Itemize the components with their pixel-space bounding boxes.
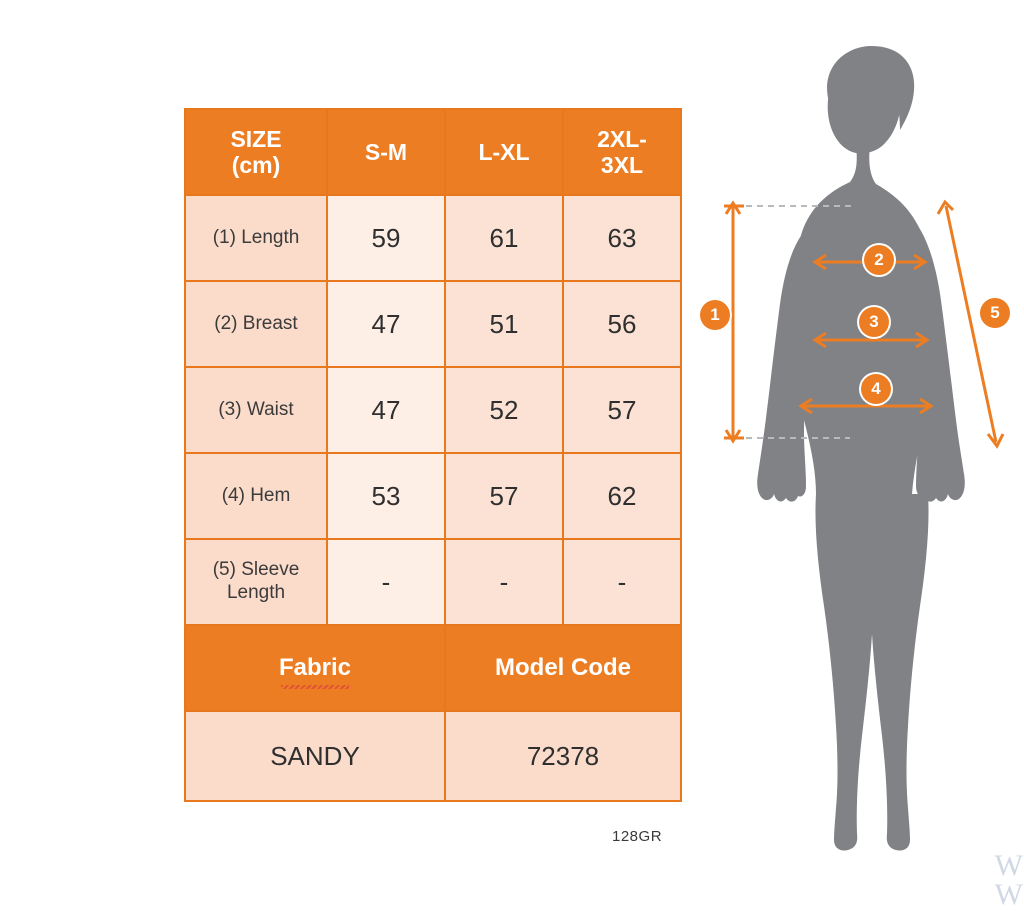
badge-3: 3	[859, 307, 889, 337]
watermark-line-2: W	[994, 877, 1024, 911]
table-row	[185, 367, 681, 453]
table-subheader-row	[185, 625, 681, 711]
female-silhouette-diagram	[700, 46, 1024, 866]
table-header	[185, 109, 681, 195]
model-code-header: Model Code	[445, 625, 681, 711]
fabric-header	[185, 625, 445, 711]
row-label-waist: (3) Waist	[185, 367, 327, 453]
cell-hem-lxl: 57	[445, 453, 563, 539]
cell-breast-lxl: 51	[445, 281, 563, 367]
size-header-line1: SIZE	[230, 125, 282, 152]
cell-breast-2xl3xl: 56	[563, 281, 681, 367]
cell-sleeve-2xl3xl: -	[563, 539, 681, 625]
xxl-header-line2: 3XL	[600, 152, 644, 178]
xxl-header-line1: 2XL-	[597, 125, 647, 152]
table-row	[185, 453, 681, 539]
cell-waist-lxl: 52	[445, 367, 563, 453]
table-row	[185, 711, 681, 801]
measurement-figure-panel	[700, 46, 1024, 866]
cell-breast-sm: 47	[327, 281, 445, 367]
row-label-breast: (2) Breast	[185, 281, 327, 367]
row-label-length: (1) Length	[185, 195, 327, 281]
size-chart-table	[184, 108, 682, 802]
model-code-value: 72378	[445, 711, 681, 801]
column-header-2xl3xl	[563, 109, 681, 195]
badge-1: 1	[700, 300, 730, 330]
cell-hem-2xl3xl: 62	[563, 453, 681, 539]
table-row	[185, 539, 681, 625]
badge-2: 2	[864, 245, 894, 275]
cell-waist-2xl3xl: 57	[563, 367, 681, 453]
column-header-sm: S-M	[327, 109, 445, 195]
table-row	[185, 281, 681, 367]
cell-sleeve-lxl: -	[445, 539, 563, 625]
size-header-line2: (cm)	[231, 152, 281, 178]
cell-length-lxl: 61	[445, 195, 563, 281]
row-label-sleeve-length: (5) Sleeve Length	[185, 539, 327, 625]
column-header-size	[185, 109, 327, 195]
silhouette-shape	[757, 46, 965, 851]
cell-waist-sm: 47	[327, 367, 445, 453]
row-label-hem: (4) Hem	[185, 453, 327, 539]
watermark	[994, 849, 1024, 911]
badge-4: 4	[861, 374, 891, 404]
weight-note: 128GR	[612, 828, 663, 845]
cell-hem-sm: 53	[327, 453, 445, 539]
column-header-lxl: L-XL	[445, 109, 563, 195]
cell-length-sm: 59	[327, 195, 445, 281]
cell-sleeve-sm: -	[327, 539, 445, 625]
table-row	[185, 195, 681, 281]
cell-length-2xl3xl: 63	[563, 195, 681, 281]
watermark-line-1: W	[994, 849, 1024, 882]
fabric-header-label: Fabric	[278, 654, 352, 681]
badge-5: 5	[980, 298, 1010, 328]
fabric-value: SANDY	[185, 711, 445, 801]
